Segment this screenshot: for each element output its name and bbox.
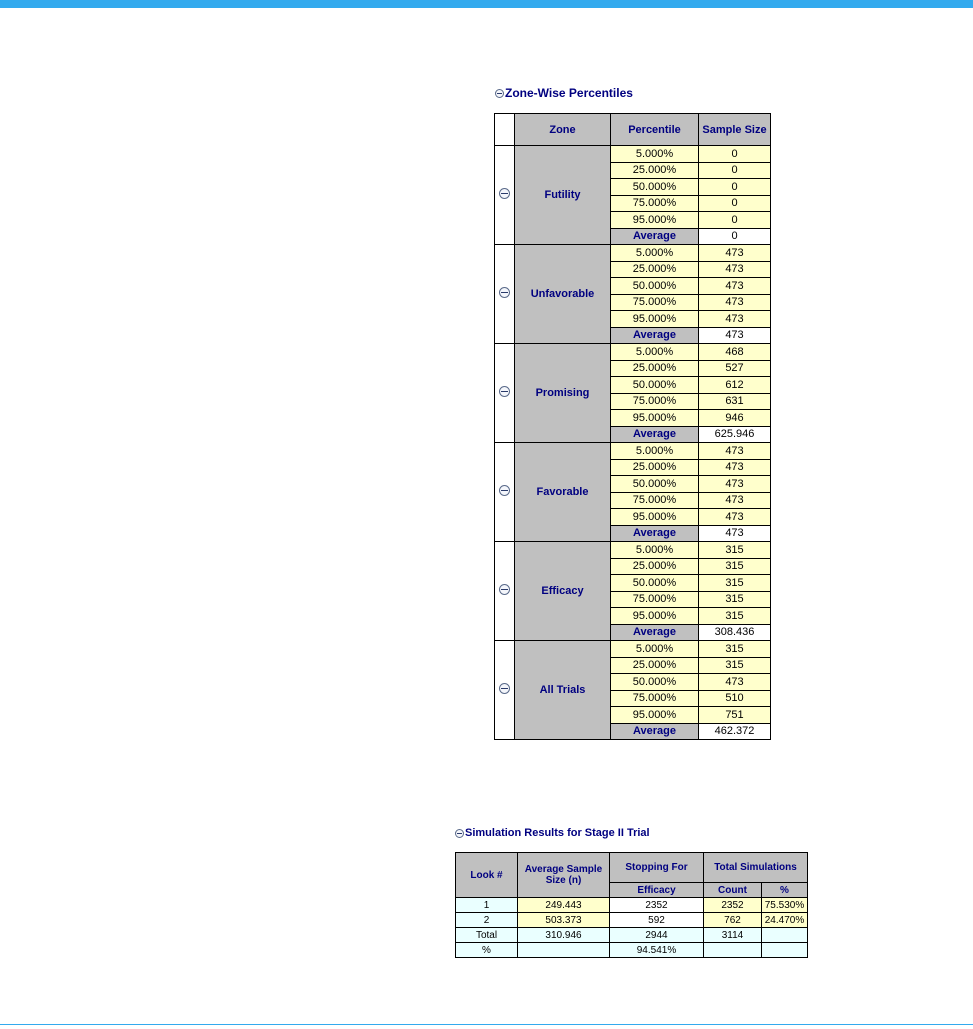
- zone-header-zone: Zone: [515, 114, 611, 146]
- percentile-cell: 95.000%: [611, 410, 699, 427]
- sample-size-cell: 473: [699, 311, 771, 328]
- sim-pct-label: %: [456, 943, 518, 958]
- sample-size-cell: 0: [699, 146, 771, 163]
- sim-section-header[interactable]: [455, 827, 650, 839]
- sample-size-cell: 473: [699, 294, 771, 311]
- sim-section-title: Simulation Results for Stage II Trial: [465, 827, 650, 839]
- average-value: 0: [699, 228, 771, 245]
- sample-size-cell: 612: [699, 377, 771, 394]
- zone-name: Unfavorable: [515, 245, 611, 344]
- zone-toggle-cell[interactable]: [495, 641, 515, 740]
- zone-header-sample-size: Sample Size: [699, 114, 771, 146]
- zone-name: Favorable: [515, 443, 611, 542]
- collapse-minus-icon[interactable]: [499, 386, 510, 397]
- zone-header-blank: [495, 114, 515, 146]
- sim-avg-n: 249.443: [518, 898, 610, 913]
- percentile-cell: 5.000%: [611, 245, 699, 262]
- zone-name: All Trials: [515, 641, 611, 740]
- percentile-cell: 25.000%: [611, 162, 699, 179]
- percentile-cell: 25.000%: [611, 360, 699, 377]
- percentile-cell: 50.000%: [611, 377, 699, 394]
- sim-pct: 75.530%: [762, 898, 808, 913]
- sim-total-efficacy: 2944: [610, 928, 704, 943]
- percentile-cell: 25.000%: [611, 459, 699, 476]
- average-value: 473: [699, 327, 771, 344]
- sim-count: 2352: [704, 898, 762, 913]
- sim-pct: 24.470%: [762, 913, 808, 928]
- sim-pct-avg-empty: [518, 943, 610, 958]
- sim-row-1: [456, 898, 808, 913]
- zone-percentile-row: [495, 641, 771, 658]
- zone-name: Efficacy: [515, 542, 611, 641]
- zone-name: Futility: [515, 146, 611, 245]
- sample-size-cell: 315: [699, 591, 771, 608]
- sim-total-pct-empty: [762, 928, 808, 943]
- sim-count: 762: [704, 913, 762, 928]
- percentile-cell: 25.000%: [611, 657, 699, 674]
- zone-toggle-cell[interactable]: [495, 542, 515, 641]
- zone-name: Promising: [515, 344, 611, 443]
- sample-size-cell: 473: [699, 443, 771, 460]
- sample-size-cell: 0: [699, 195, 771, 212]
- sample-size-cell: 473: [699, 476, 771, 493]
- sample-size-cell: 315: [699, 558, 771, 575]
- percentile-cell: 50.000%: [611, 476, 699, 493]
- average-label: Average: [611, 525, 699, 542]
- percentile-cell: 50.000%: [611, 278, 699, 295]
- sample-size-cell: 751: [699, 707, 771, 724]
- average-label: Average: [611, 624, 699, 641]
- sample-size-cell: 315: [699, 575, 771, 592]
- sample-size-cell: 473: [699, 261, 771, 278]
- zone-percentile-row: [495, 443, 771, 460]
- sim-header-total-simulations: Total Simulations: [704, 853, 808, 883]
- sample-size-cell: 473: [699, 459, 771, 476]
- collapse-minus-icon[interactable]: [499, 584, 510, 595]
- sample-size-cell: 473: [699, 245, 771, 262]
- sim-pct-efficacy: 94.541%: [610, 943, 704, 958]
- zone-toggle-cell[interactable]: [495, 146, 515, 245]
- collapse-minus-icon[interactable]: [499, 683, 510, 694]
- collapse-minus-icon[interactable]: [499, 188, 510, 199]
- percentile-cell: 75.000%: [611, 294, 699, 311]
- sample-size-cell: 473: [699, 278, 771, 295]
- percentile-cell: 5.000%: [611, 641, 699, 658]
- percentile-cell: 95.000%: [611, 608, 699, 625]
- sample-size-cell: 473: [699, 492, 771, 509]
- sample-size-cell: 473: [699, 674, 771, 691]
- percentile-cell: 75.000%: [611, 591, 699, 608]
- percentile-cell: 95.000%: [611, 212, 699, 229]
- average-value: 462.372: [699, 723, 771, 740]
- sim-total-row: [456, 928, 808, 943]
- sample-size-cell: 315: [699, 657, 771, 674]
- sample-size-cell: 468: [699, 344, 771, 361]
- sample-size-cell: 527: [699, 360, 771, 377]
- sample-size-cell: 0: [699, 162, 771, 179]
- sample-size-cell: 315: [699, 608, 771, 625]
- sample-size-cell: 473: [699, 509, 771, 526]
- sample-size-cell: 946: [699, 410, 771, 427]
- sim-total-avg-n: 310.946: [518, 928, 610, 943]
- top-accent-bar: [0, 0, 973, 8]
- average-value: 308.436: [699, 624, 771, 641]
- percentile-cell: 25.000%: [611, 558, 699, 575]
- average-label: Average: [611, 228, 699, 245]
- zone-toggle-cell[interactable]: [495, 443, 515, 542]
- zone-percentile-row: [495, 146, 771, 163]
- sim-look: 2: [456, 913, 518, 928]
- percentile-cell: 25.000%: [611, 261, 699, 278]
- collapse-minus-icon[interactable]: [495, 89, 504, 98]
- sim-header-efficacy: Efficacy: [610, 883, 704, 898]
- percentile-cell: 5.000%: [611, 344, 699, 361]
- sample-size-cell: 0: [699, 212, 771, 229]
- collapse-minus-icon[interactable]: [499, 485, 510, 496]
- sim-look: 1: [456, 898, 518, 913]
- zone-percentile-row: [495, 245, 771, 262]
- zone-header-percentile: Percentile: [611, 114, 699, 146]
- zone-table-body: [495, 146, 771, 740]
- average-value: 625.946: [699, 426, 771, 443]
- percentile-cell: 50.000%: [611, 575, 699, 592]
- percentile-cell: 5.000%: [611, 542, 699, 559]
- sample-size-cell: 0: [699, 179, 771, 196]
- sample-size-cell: 510: [699, 690, 771, 707]
- zone-table-header-row: [495, 114, 771, 146]
- sim-efficacy: 592: [610, 913, 704, 928]
- sim-row-2: [456, 913, 808, 928]
- sim-header-count: Count: [704, 883, 762, 898]
- percentile-cell: 75.000%: [611, 195, 699, 212]
- percentile-cell: 75.000%: [611, 393, 699, 410]
- percentile-cell: 5.000%: [611, 443, 699, 460]
- sample-size-cell: 315: [699, 542, 771, 559]
- sim-header-avg-sample-size: Average Sample Size (n): [518, 853, 610, 898]
- sim-total-count: 3114: [704, 928, 762, 943]
- zone-toggle-cell[interactable]: [495, 245, 515, 344]
- sim-header-stopping-for: Stopping For: [610, 853, 704, 883]
- zone-percentile-row: [495, 344, 771, 361]
- zone-section-title: Zone-Wise Percentiles: [505, 86, 633, 100]
- sim-total-label: Total: [456, 928, 518, 943]
- average-label: Average: [611, 426, 699, 443]
- sim-header-look: Look #: [456, 853, 518, 898]
- simulation-results-table: [455, 852, 808, 958]
- bottom-divider: [0, 1024, 973, 1025]
- collapse-minus-icon[interactable]: [499, 287, 510, 298]
- zone-percentiles-table: [494, 113, 771, 740]
- percentile-cell: 50.000%: [611, 674, 699, 691]
- percentile-cell: 50.000%: [611, 179, 699, 196]
- percentile-cell: 95.000%: [611, 707, 699, 724]
- zone-percentile-row: [495, 542, 771, 559]
- collapse-minus-icon[interactable]: [455, 829, 464, 838]
- sim-header-pct: %: [762, 883, 808, 898]
- average-value: 473: [699, 525, 771, 542]
- sim-pct-row: [456, 943, 808, 958]
- percentile-cell: 75.000%: [611, 690, 699, 707]
- percentile-cell: 95.000%: [611, 509, 699, 526]
- average-label: Average: [611, 327, 699, 344]
- zone-section-header[interactable]: [495, 86, 633, 100]
- sim-pct-count-empty: [704, 943, 762, 958]
- sim-avg-n: 503.373: [518, 913, 610, 928]
- percentile-cell: 5.000%: [611, 146, 699, 163]
- sample-size-cell: 631: [699, 393, 771, 410]
- percentile-cell: 75.000%: [611, 492, 699, 509]
- sample-size-cell: 315: [699, 641, 771, 658]
- percentile-cell: 95.000%: [611, 311, 699, 328]
- zone-toggle-cell[interactable]: [495, 344, 515, 443]
- average-label: Average: [611, 723, 699, 740]
- sim-pct-pct-empty: [762, 943, 808, 958]
- sim-header-row-1: [456, 853, 808, 883]
- sim-efficacy: 2352: [610, 898, 704, 913]
